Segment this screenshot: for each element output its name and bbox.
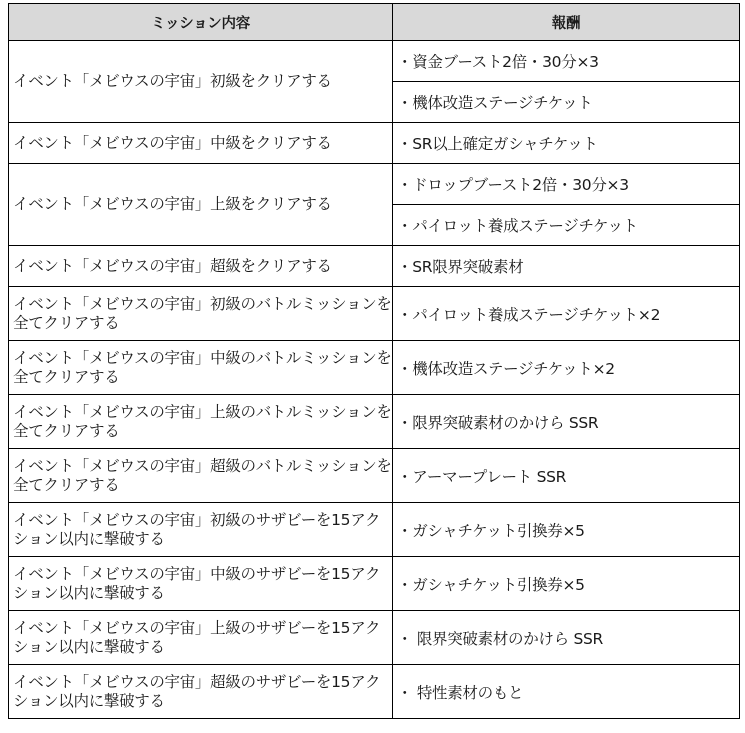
mission-cell: イベント「メビウスの宇宙」中級のバトルミッションを全てクリアする (9, 341, 393, 395)
table-row (9, 287, 740, 341)
mission-cell: イベント「メビウスの宇宙」超級をクリアする (9, 246, 393, 287)
table-row (9, 503, 740, 557)
table-row (9, 246, 740, 287)
mission-cell: イベント「メビウスの宇宙」超級のバトルミッションを全てクリアする (9, 449, 393, 503)
table-row (9, 665, 740, 719)
mission-cell: イベント「メビウスの宇宙」中級のサザビーを15アクション以内に撃破する (9, 557, 393, 611)
reward-cell: ・ガシャチケット引換券×5 (393, 503, 740, 557)
mission-cell: イベント「メビウスの宇宙」初級のバトルミッションを全てクリアする (9, 287, 393, 341)
mission-cell: イベント「メビウスの宇宙」初級をクリアする (9, 41, 393, 123)
reward-cell: ・限界突破素材のかけら SSR (393, 395, 740, 449)
header-reward: 報酬 (393, 4, 740, 41)
reward-cell: ・ドロップブースト2倍・30分×3 (393, 164, 740, 205)
table-row (9, 557, 740, 611)
mission-cell: イベント「メビウスの宇宙」中級をクリアする (9, 123, 393, 164)
table-row (9, 395, 740, 449)
reward-cell: ・ 限界突破素材のかけら SSR (393, 611, 740, 665)
table-header-row (9, 4, 740, 41)
mission-cell: イベント「メビウスの宇宙」超級のサザビーを15アクション以内に撃破する (9, 665, 393, 719)
table-row (9, 611, 740, 665)
table-row (9, 341, 740, 395)
table-row (9, 123, 740, 164)
mission-cell: イベント「メビウスの宇宙」初級のサザビーを15アクション以内に撃破する (9, 503, 393, 557)
reward-cell: ・SR以上確定ガシャチケット (393, 123, 740, 164)
reward-cell: ・パイロット養成ステージチケット (393, 205, 740, 246)
table-row (9, 449, 740, 503)
mission-cell: イベント「メビウスの宇宙」上級のサザビーを15アクション以内に撃破する (9, 611, 393, 665)
reward-cell: ・アーマープレート SSR (393, 449, 740, 503)
table-row (9, 41, 740, 82)
header-mission: ミッション内容 (9, 4, 393, 41)
reward-cell: ・SR限界突破素材 (393, 246, 740, 287)
mission-cell: イベント「メビウスの宇宙」上級のバトルミッションを全てクリアする (9, 395, 393, 449)
mission-reward-table (8, 3, 740, 719)
reward-cell: ・機体改造ステージチケット (393, 82, 740, 123)
table-row (9, 164, 740, 205)
reward-cell: ・パイロット養成ステージチケット×2 (393, 287, 740, 341)
reward-cell: ・ 特性素材のもと (393, 665, 740, 719)
reward-cell: ・ガシャチケット引換券×5 (393, 557, 740, 611)
reward-cell: ・機体改造ステージチケット×2 (393, 341, 740, 395)
reward-cell: ・資金ブースト2倍・30分×3 (393, 41, 740, 82)
mission-cell: イベント「メビウスの宇宙」上級をクリアする (9, 164, 393, 246)
